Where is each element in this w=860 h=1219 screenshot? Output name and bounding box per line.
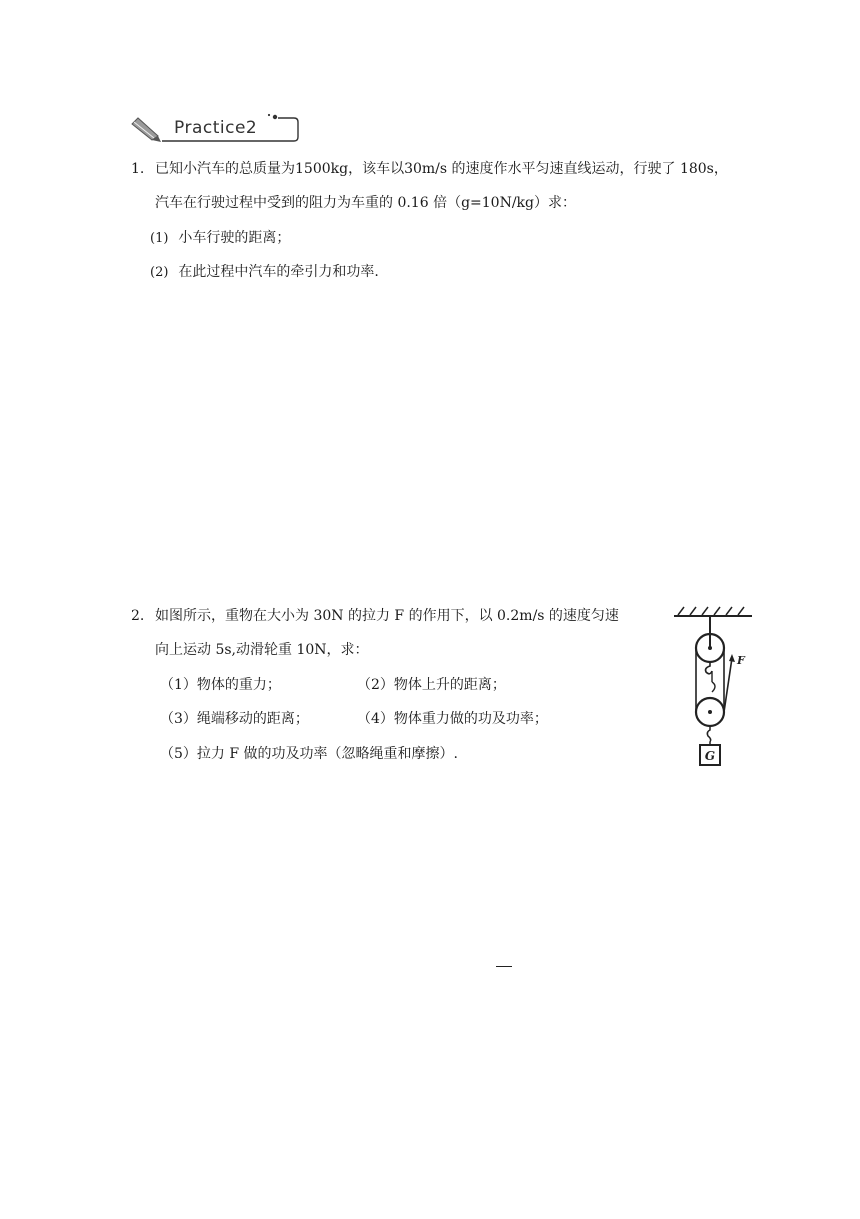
question-2-item-1: （1）物体的重力；: [160, 677, 281, 693]
page-mark: [496, 966, 512, 967]
question-2-text-line-1: 如图所示，重物在大小为 30N 的拉力 F 的作用下，以 0.2m/s 的速度匀速: [155, 608, 619, 624]
movable-pulley: [696, 698, 724, 726]
question-2-item-3: （3）绳端移动的距离；: [160, 711, 309, 727]
subquestion-text: 小车行驶的距离；: [178, 230, 291, 246]
question-1-subquestion-2: [150, 263, 379, 282]
weight-block: [700, 745, 720, 765]
question-1-text-line-2: 汽车在行驶过程中受到的阻力为车重的 0.16 倍（g=10N/kg）求：: [155, 195, 576, 211]
question-1-number: 1.: [131, 161, 145, 177]
question-2-item-2: （2）物体上升的距离；: [357, 677, 506, 693]
question-1-text-line-1: 已知小汽车的总质量为1500kg，该车以30m/s 的速度作水平匀速直线运动，行驶了 180s，: [155, 161, 728, 177]
ceiling: [674, 607, 752, 616]
pencil-icon: [132, 118, 161, 142]
weight-label: G: [704, 749, 716, 763]
question-2-text-line-2: 向上运动 5s,动滑轮重 10N，求：: [155, 642, 369, 658]
question-1-subquestion-1: [150, 229, 290, 248]
pulley-diagram: [672, 604, 756, 770]
subquestion-text: 在此过程中汽车的牵引力和功率.: [178, 264, 379, 280]
subquestion-marker: (1): [150, 231, 169, 246]
question-2-item-5: （5）拉力 F 做的功及功率（忽略绳重和摩擦）.: [160, 746, 458, 762]
practice-title: Practice2: [174, 118, 258, 138]
force-label: F: [737, 654, 745, 667]
subquestion-marker: (2): [150, 265, 169, 280]
question-2-number: 2.: [131, 608, 145, 624]
question-2-item-4: （4）物体重力做的功及功率；: [357, 711, 548, 727]
